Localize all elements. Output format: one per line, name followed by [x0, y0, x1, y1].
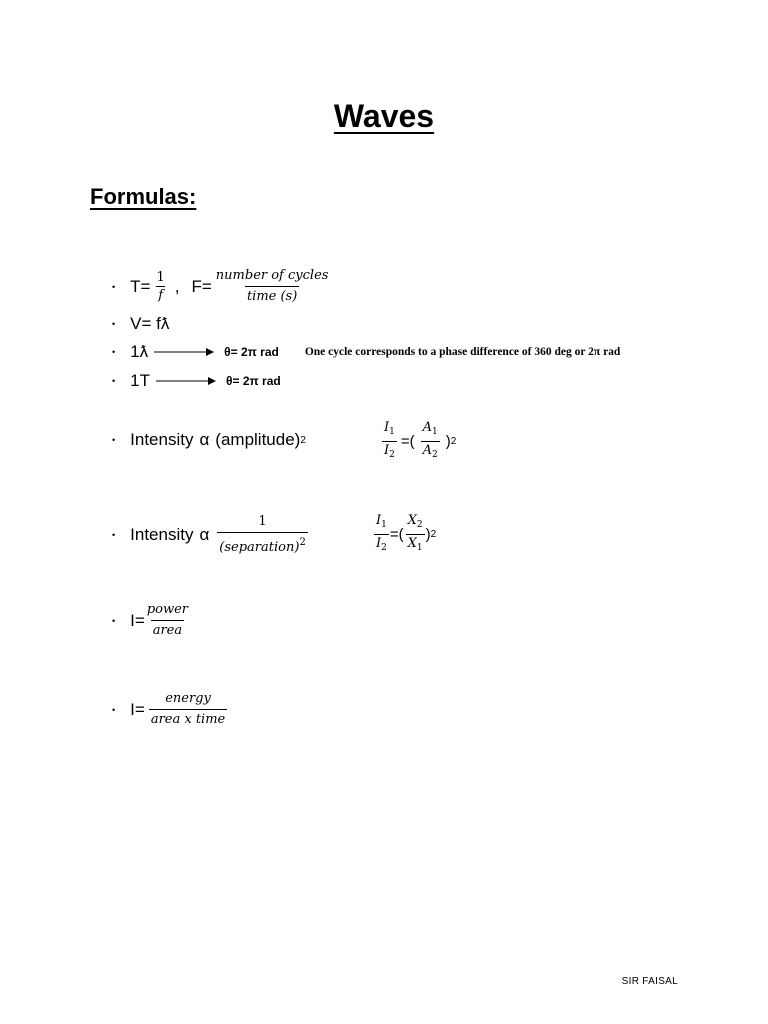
period-denominator: f	[158, 288, 164, 303]
footer-author: SIR FAISAL	[621, 976, 678, 987]
right-arrow-icon	[154, 346, 214, 358]
formula-wavelength-phase	[112, 342, 620, 362]
wavelength-phase-value: θ= 2π rad	[224, 345, 279, 359]
separation-numerator: 1	[258, 514, 267, 529]
formula-wave-speed	[112, 314, 169, 334]
separation-ratio-den: X	[407, 536, 417, 551]
bullet-icon: •	[112, 530, 116, 540]
separation-fraction	[217, 514, 308, 556]
bullet-icon: •	[112, 704, 116, 715]
separation-ratio-den-sub: 1	[416, 543, 423, 553]
energy-numerator: energy	[165, 691, 211, 706]
intensity-power-lhs: I=	[130, 610, 145, 630]
amplitude-ratio-num-sub: 1	[432, 427, 438, 437]
formula-period-frequency	[112, 268, 330, 305]
intensity-ratio-den: I	[384, 443, 390, 458]
intensity-energy-lhs: I=	[130, 699, 145, 719]
wave-speed-text: V= fƛ	[130, 314, 170, 333]
separation-exponent: 2	[299, 537, 306, 548]
power-numerator: power	[146, 602, 188, 617]
intensity-ratio-den: I	[376, 536, 382, 551]
ratio-close: )	[425, 525, 431, 543]
energy-fraction	[149, 691, 227, 728]
ratio-equals: =(	[400, 432, 415, 450]
section-heading-text: Formulas:	[90, 184, 197, 209]
phase-note: One cycle corresponds to a phase difference of 360 deg or 2π rad	[304, 346, 621, 358]
power-fraction	[145, 602, 190, 639]
formula-intensity-amplitude	[112, 430, 306, 450]
separation-ratio-num: X	[407, 513, 417, 528]
proportional-symbol: α	[199, 525, 210, 544]
ratio-equals: =(	[389, 525, 404, 543]
section-heading	[90, 182, 196, 212]
intensity-ratio-fraction	[382, 421, 397, 462]
intensity-ratio-den-sub: 2	[381, 543, 387, 553]
energy-denominator: area x time	[149, 709, 227, 728]
intensity-label: Intensity	[130, 430, 194, 449]
frequency-lhs: F=	[191, 276, 212, 296]
page-title	[0, 96, 768, 136]
frequency-denominator: time (s)	[245, 286, 299, 305]
intensity-separation-ratio	[374, 514, 436, 555]
bullet-icon: •	[112, 376, 116, 386]
ratio-close: )	[445, 432, 451, 450]
amplitude-ratio-num: A	[422, 420, 433, 435]
bullet-icon: •	[112, 615, 116, 626]
separation-ratio-num-sub: 2	[416, 520, 423, 530]
period-numerator: 1	[156, 270, 165, 285]
period-fraction	[154, 271, 166, 302]
page-title-text: Waves	[333, 98, 435, 134]
intensity-ratio-num: I	[384, 420, 390, 435]
formula-intensity-energy	[112, 691, 227, 728]
frequency-fraction	[214, 268, 331, 305]
intensity-ratio-den-sub: 2	[389, 450, 395, 460]
intensity-ratio-num: I	[376, 513, 382, 528]
wavelength-lhs: 1ƛ	[130, 342, 149, 361]
period-lhs: T=	[130, 276, 151, 296]
intensity-label: Intensity	[130, 525, 194, 544]
intensity-ratio-num-sub: 1	[389, 427, 395, 437]
bullet-icon: •	[112, 347, 116, 357]
bullet-icon: •	[112, 319, 116, 329]
formula-intensity-separation	[112, 514, 308, 556]
formula-period-phase	[112, 371, 281, 391]
formula-separator: ,	[174, 276, 180, 296]
period-phase-value: θ= 2π rad	[226, 374, 281, 388]
right-arrow-icon	[156, 375, 216, 387]
amplitude-ratio-den: A	[422, 443, 433, 458]
intensity-amplitude-ratio	[382, 421, 456, 462]
ratio-exponent: 2	[430, 529, 437, 540]
amplitude-term: (amplitude)	[215, 430, 301, 449]
amplitude-ratio-fraction	[421, 421, 440, 462]
amplitude-exponent: 2	[300, 434, 306, 446]
separation-ratio-fraction	[406, 514, 425, 555]
period-phase-lhs: 1T	[130, 371, 150, 390]
power-denominator: area	[151, 620, 184, 639]
frequency-numerator: number of cycles	[215, 268, 329, 283]
separation-denominator: (separation)	[219, 540, 300, 555]
amplitude-ratio-den-sub: 2	[432, 450, 438, 460]
proportional-symbol: α	[199, 430, 210, 449]
formula-intensity-power	[112, 602, 190, 639]
intensity-ratio-num-sub: 1	[381, 520, 387, 530]
intensity-ratio-fraction	[374, 514, 389, 555]
bullet-icon: •	[112, 281, 116, 292]
ratio-exponent: 2	[450, 436, 457, 447]
bullet-icon: •	[112, 435, 116, 445]
